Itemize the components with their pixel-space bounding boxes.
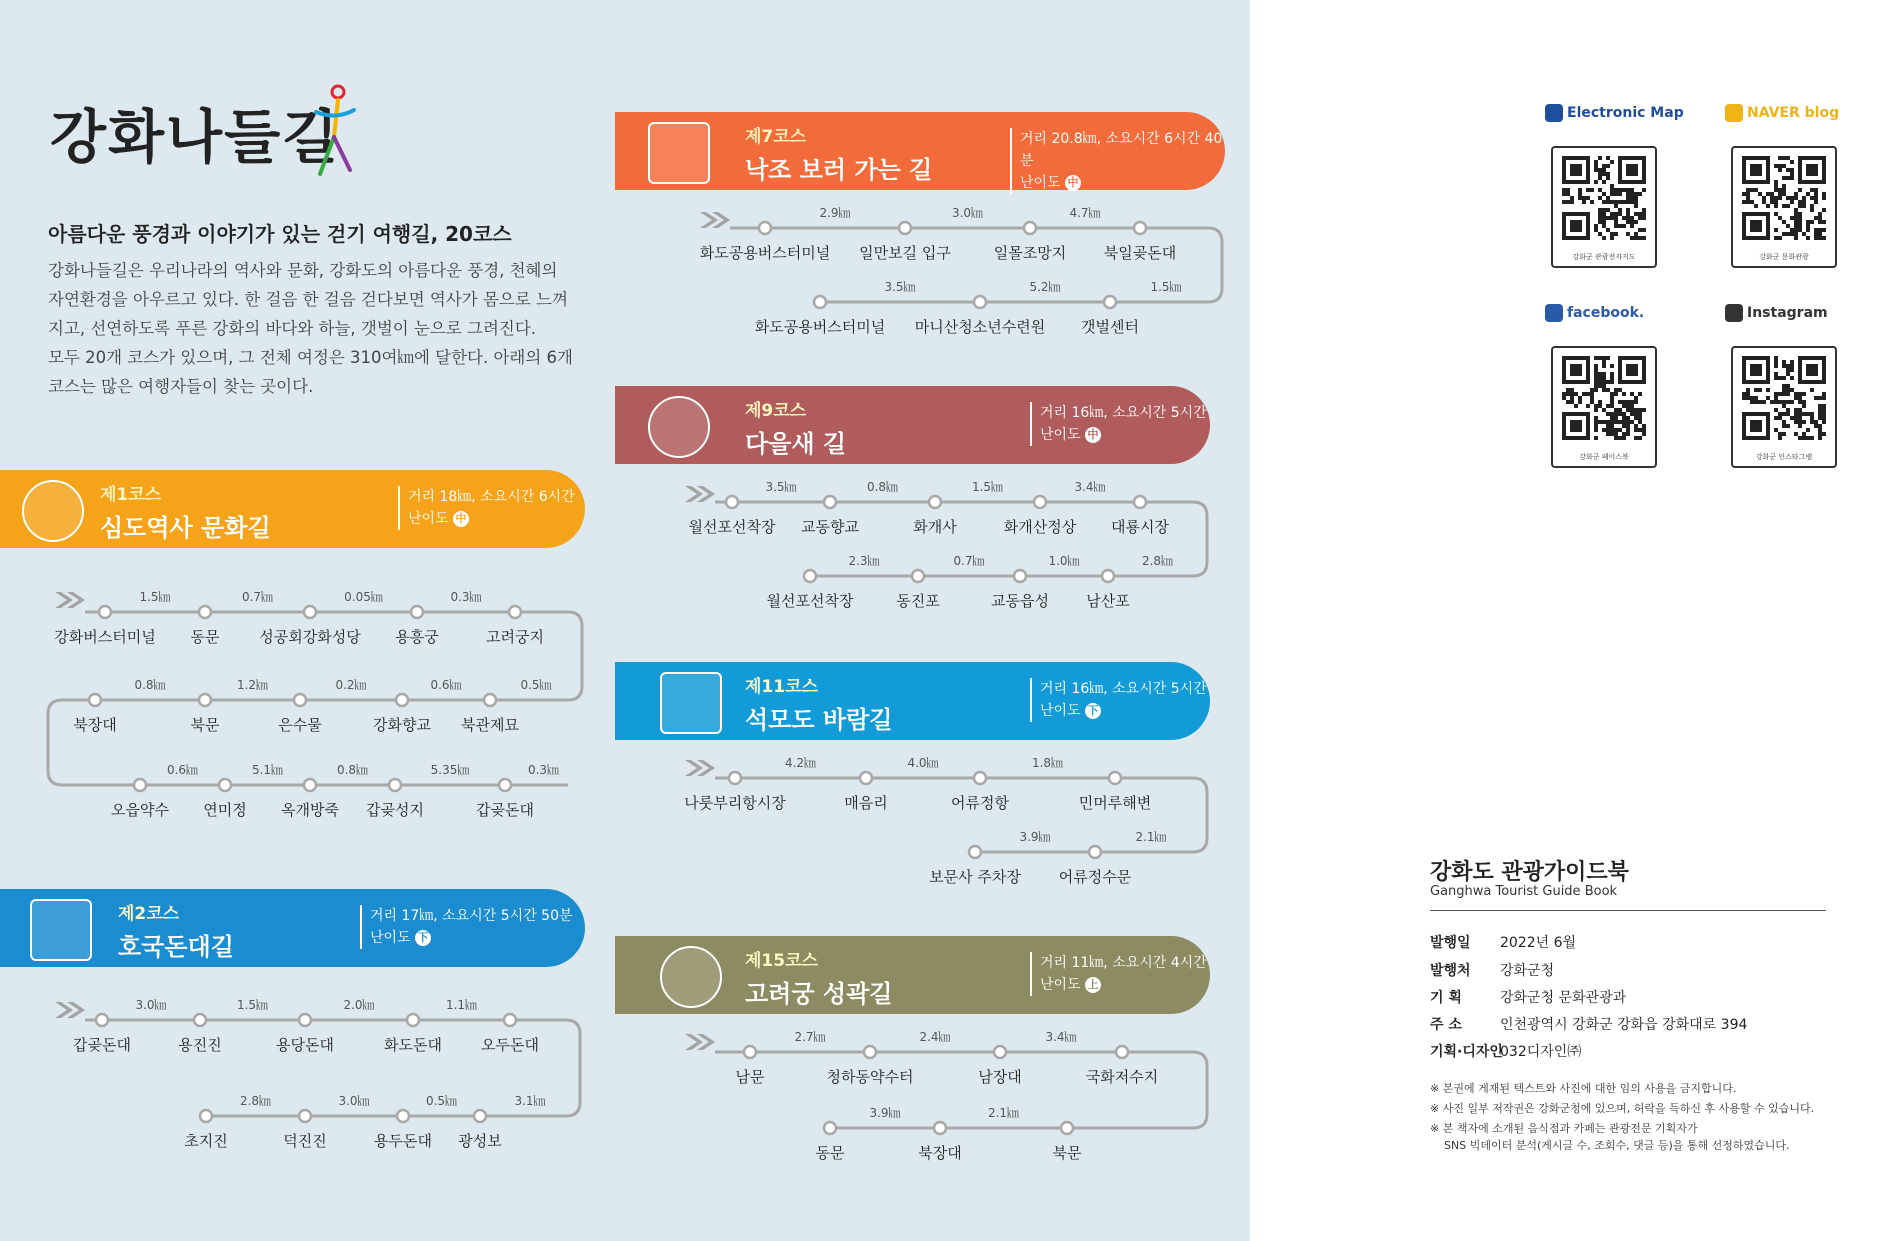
station-label: 연미정 [203,801,247,819]
distance-label: 0.6㎞ [430,678,462,692]
station-label: 어류정수문 [1058,868,1132,886]
intro-line: 자연환경을 아우르고 있다. 한 걸음 한 걸음 걷다보면 역사가 몸으로 느껴 [48,290,568,309]
colophon-key: 발행일 [1430,935,1471,951]
qr-code-icon [1742,156,1826,240]
distance-label: 3.4㎞ [1045,1030,1077,1044]
station-marker [219,779,231,791]
station-label: 화개산정상 [1003,518,1077,536]
station-marker [824,496,836,508]
station-marker [411,606,423,618]
distance-label: 3.9㎞ [869,1106,901,1120]
distance-label: 0.6㎞ [166,763,199,777]
station-marker [1089,846,1101,858]
distance-label: 3.0㎞ [135,998,167,1012]
difficulty-badge: 下 [1085,703,1101,719]
course-distance-time: 거리 17㎞, 소요시간 5시간 50분 [370,908,573,924]
difficulty-label: 난이도 [1020,175,1066,191]
station-label: 북장대 [918,1144,962,1162]
station-label: 북문 [1052,1144,1082,1162]
legal-note: ※ 본권에 게재된 텍스트와 사진에 대한 임의 사용을 금지합니다. [1430,1082,1737,1095]
qr-caption: 강화군 문화관광 [1759,253,1809,261]
station-marker [200,1110,212,1122]
station-marker [1024,222,1036,234]
book-subtitle: Ganghwa Tourist Guide Book [1430,884,1618,899]
distance-label: 2.7㎞ [794,1030,826,1044]
station-marker [499,779,511,791]
distance-label: 4.2㎞ [784,756,817,770]
station-label: 남산포 [1086,592,1130,610]
station-marker [99,606,111,618]
station-marker [994,1046,1006,1058]
station-label: 북관제묘 [461,716,519,734]
station-label: 교동향교 [801,518,859,536]
station-label: 갑곶돈대 [476,801,534,819]
intro-line: 코스는 많은 여행자들이 찾는 곳이다. [48,377,314,396]
distance-label: 2.9㎞ [819,206,851,220]
distance-label: 2.8㎞ [1141,554,1174,568]
distance-label: 0.2㎞ [335,678,367,692]
distance-label: 3.5㎞ [884,280,916,294]
station-label: 대룡시장 [1111,518,1169,536]
station-marker [299,1110,311,1122]
station-label: 동문 [815,1144,845,1162]
station-label: 북장대 [73,716,117,734]
naver-blog-qr[interactable] [1731,146,1837,268]
course-name: 심도역사 문화길 [100,513,271,542]
qr-code-icon [1562,356,1646,440]
course-name: 호국돈대길 [118,932,234,961]
distance-label: 5.2㎞ [1029,280,1061,294]
colophon-row [1430,932,1576,952]
route-line [715,778,1207,852]
electronic-map-logo[interactable] [1545,104,1684,122]
station-label: 청하동약수터 [826,1068,914,1086]
station-marker [509,606,521,618]
difficulty-label: 난이도 [408,511,454,527]
distance-label: 0.5㎞ [425,1094,458,1108]
course-name: 다을새 길 [745,429,847,458]
qr-caption: 강화군 페이스북 [1579,453,1629,461]
station-label: 남장대 [978,1068,1022,1086]
qr-code-icon [1742,356,1826,440]
station-marker [814,296,826,308]
station-label: 국화저수지 [1085,1068,1159,1086]
distance-label: 1.0㎞ [1048,554,1080,568]
station-label: 북문 [190,716,220,734]
course-number: 제7코스 [745,127,807,147]
qr-caption: 강화군 관광전자지도 [1572,253,1636,261]
colophon-row [1430,960,1554,980]
course-name: 낙조 보러 가는 길 [745,155,933,184]
difficulty-label: 난이도 [1040,427,1086,443]
distance-label: 3.0㎞ [338,1094,370,1108]
station-label: 화도공용버스터미널 [754,318,886,336]
station-marker [1116,1046,1128,1058]
station-marker [729,772,741,784]
station-label: 성공회강화성당 [259,628,361,646]
facebook-qr[interactable] [1551,346,1657,468]
station-label: 오두돈대 [481,1036,539,1054]
instagram-icon [1725,304,1743,322]
distance-label: 4.0㎞ [907,756,939,770]
distance-label: 3.9㎞ [1019,830,1051,844]
naver-blog-logo[interactable] [1725,104,1839,122]
station-label: 덕진진 [283,1132,327,1150]
station-marker [89,694,101,706]
station-label: 화도공용버스터미널 [699,244,831,262]
station-marker [726,496,738,508]
distance-label: 0.7㎞ [953,554,985,568]
station-marker [1061,1122,1073,1134]
course-number: 제11코스 [745,677,818,697]
station-marker [969,846,981,858]
direction-chevron-icon [700,212,718,228]
distance-label: 0.05㎞ [344,590,383,604]
colophon-value: 인천광역시 강화군 강화읍 강화대로 394 [1500,1017,1748,1033]
station-label: 고려궁지 [486,628,544,646]
course-name: 고려궁 성곽길 [745,979,893,1008]
station-label: 월선포선착장 [766,592,854,610]
page-headline: 아름다운 풍경과 이야기가 있는 걷기 여행길, 20코스 [48,222,512,246]
naver-blog-icon [1725,104,1743,122]
station-marker [974,296,986,308]
station-marker [1104,296,1116,308]
distance-label: 3.5㎞ [765,480,797,494]
station-marker [899,222,911,234]
intro-line: 강화나들길은 우리나라의 역사와 문화, 강화도의 아름다운 풍경, 천혜의 [48,261,558,280]
distance-label: 2.3㎞ [848,554,880,568]
course-distance-time: 거리 16㎞, 소요시간 5시간 [1040,405,1207,421]
station-marker [194,1014,206,1026]
station-marker [304,606,316,618]
station-label: 은수물 [278,716,322,734]
difficulty-badge: 中 [1065,175,1081,191]
colophon-value: 강화군청 문화관광과 [1500,990,1627,1006]
station-marker [504,1014,516,1026]
station-marker [397,1110,409,1122]
course-logo: 강화나들길 [50,103,341,171]
station-marker [864,1046,876,1058]
distance-label: 1.5㎞ [139,590,171,604]
distance-label: 0.5㎞ [520,678,552,692]
station-label: 용두돈대 [374,1132,432,1150]
direction-chevron-icon [685,486,703,502]
station-label: 강화향교 [373,716,431,734]
station-marker [407,1014,419,1026]
station-marker [1014,570,1026,582]
station-marker [860,772,872,784]
station-marker [974,772,986,784]
distance-label: 2.1㎞ [987,1106,1020,1120]
distance-label: 0.3㎞ [450,590,482,604]
station-marker [199,694,211,706]
station-marker [304,779,316,791]
colophon-key: 기획·디자인 [1430,1044,1503,1060]
station-label: 광성보 [458,1132,502,1150]
difficulty-badge: 中 [453,511,469,527]
electronic-map-qr[interactable] [1551,146,1657,268]
distance-label: 0.8㎞ [866,480,899,494]
station-label: 갯벌센터 [1081,318,1139,336]
station-marker [912,570,924,582]
distance-label: 3.1㎞ [514,1094,546,1108]
course-number: 제15코스 [745,951,818,971]
station-label: 나룻부리항시장 [684,794,786,812]
difficulty-badge: 下 [415,930,431,946]
intro-line: 지고, 선연하도록 푸른 강화의 바다와 하늘, 갯벌이 눈으로 그려진다. [48,319,537,338]
distance-label: 4.7㎞ [1069,206,1101,220]
book-title: 강화도 관광가이드북 [1430,860,1629,885]
station-label: 교동읍성 [991,592,1049,610]
station-marker [1034,496,1046,508]
station-marker [294,694,306,706]
course-number: 제1코스 [100,485,162,505]
direction-chevron-icon [55,1002,73,1018]
colophon-value: 032디자인㈜ [1500,1044,1582,1060]
distance-label: 2.1㎞ [1135,830,1167,844]
distance-label: 3.4㎞ [1074,480,1106,494]
difficulty-badge: 上 [1085,977,1101,993]
colophon-value: 2022년 6월 [1500,935,1577,951]
direction-chevron-icon [55,592,73,608]
distance-label: 5.35㎞ [430,763,470,777]
station-label: 용흥궁 [395,628,439,646]
station-label: 일몰조망지 [993,244,1067,262]
distance-label: 0.3㎞ [527,763,560,777]
station-label: 갑곶성지 [366,801,424,819]
station-marker [934,1122,946,1134]
station-label: 초지진 [184,1132,228,1150]
station-marker [199,606,211,618]
direction-chevron-icon [685,1034,703,1050]
station-marker [134,779,146,791]
distance-label: 5.1㎞ [251,763,284,777]
station-label: 용당돈대 [276,1036,334,1054]
station-marker [396,694,408,706]
instagram-qr[interactable] [1731,346,1837,468]
sns-label: Electronic Map [1567,105,1684,121]
colophon-row [1430,1041,1581,1061]
station-marker [1134,496,1146,508]
distance-label: 1.5㎞ [1150,280,1182,294]
station-label: 오읍약수 [111,801,169,819]
station-marker [759,222,771,234]
course-distance-time: 거리 18㎞, 소요시간 6시간 [408,489,575,505]
difficulty-label: 난이도 [1040,977,1086,993]
facebook-logo[interactable] [1545,304,1644,322]
distance-label: 1.1㎞ [445,998,478,1012]
station-marker [824,1122,836,1134]
colophon-key: 발행처 [1430,963,1471,979]
intro-line: 모두 20개 코스가 있으며, 그 전체 여정은 310여㎞에 달한다. 아래의 6개 [48,348,573,367]
sns-label: NAVER blog [1747,105,1840,121]
distance-label: 1.5㎞ [971,480,1004,494]
difficulty-label: 난이도 [1040,703,1086,719]
distance-label: 1.8㎞ [1031,756,1064,770]
colophon-value: 강화군청 [1500,963,1555,979]
station-marker [389,779,401,791]
station-label: 남문 [735,1068,765,1086]
distance-label: 2.4㎞ [919,1030,951,1044]
station-label: 용진진 [178,1036,222,1054]
station-label: 강화버스터미널 [54,628,156,646]
station-label: 동진포 [896,592,940,610]
colophon-key: 기 획 [1430,990,1462,1006]
distance-label: 1.2㎞ [236,678,269,692]
station-marker [1134,222,1146,234]
station-label: 일만보길 입구 [859,244,951,262]
station-label: 갑곶돈대 [73,1036,131,1054]
station-marker [804,570,816,582]
qr-caption: 강화군 인스타그램 [1755,453,1813,461]
colophon-row [1430,1014,1747,1034]
legal-note: ※ 사진 일부 저작권은 강화군청에 있으며, 허락을 득하신 후 사용할 수 있습니다. [1430,1102,1815,1115]
station-marker [1109,772,1121,784]
course-number: 제9코스 [745,401,807,421]
distance-label: 1.5㎞ [236,998,269,1012]
distance-label: 2.0㎞ [343,998,375,1012]
distance-label: 0.8㎞ [336,763,369,777]
station-label: 월선포선착장 [688,518,776,536]
qr-code-icon [1562,156,1646,240]
station-marker [744,1046,756,1058]
station-label: 화개사 [913,518,957,536]
instagram-logo[interactable] [1725,304,1828,322]
distance-label: 0.8㎞ [134,678,166,692]
distance-label: 2.8㎞ [239,1094,272,1108]
station-marker [96,1014,108,1026]
course-number: 제2코스 [118,904,180,924]
sns-label: facebook. [1567,305,1645,321]
sns-label: Instagram [1747,305,1828,321]
station-marker [1102,570,1114,582]
station-marker [484,694,496,706]
route-line [730,228,1222,302]
course-distance-time: 거리 20.8㎞, 소요시간 6시간 40분 [1020,131,1223,169]
electronic-map-icon [1545,104,1563,122]
distance-label: 0.7㎞ [241,590,274,604]
station-label: 민머루해변 [1078,794,1152,812]
station-label: 화도돈대 [384,1036,442,1054]
station-label: 옥개방죽 [281,801,339,819]
station-label: 어류정항 [951,794,1009,812]
legal-note: ※ 본 책자에 소개된 음식점과 카페는 관광전문 기획자가 [1430,1122,1698,1135]
distance-label: 3.0㎞ [951,206,984,220]
course-name: 석모도 바람길 [745,705,893,734]
route-line [715,1052,1207,1128]
divider [1430,910,1826,911]
legal-note: SNS 빅데이터 분석(게시글 수, 조회수, 댓글 등)을 통해 선정하였습니다. [1444,1139,1790,1152]
station-label: 북일곶돈대 [1103,244,1177,262]
station-label: 동문 [190,628,220,646]
station-marker [474,1110,486,1122]
colophon-key: 주 소 [1430,1017,1462,1033]
station-label: 보문사 주차장 [929,868,1021,886]
station-label: 마니산청소년수련원 [914,318,1046,336]
station-marker [299,1014,311,1026]
direction-chevron-icon [685,760,703,776]
course-distance-time: 거리 11㎞, 소요시간 4시간 [1040,955,1207,971]
difficulty-label: 난이도 [370,930,416,946]
facebook-icon [1545,304,1563,322]
station-marker [929,496,941,508]
course-distance-time: 거리 16㎞, 소요시간 5시간 [1040,681,1207,697]
difficulty-badge: 中 [1085,427,1101,443]
station-label: 매음리 [844,794,888,812]
colophon-row [1430,987,1626,1007]
